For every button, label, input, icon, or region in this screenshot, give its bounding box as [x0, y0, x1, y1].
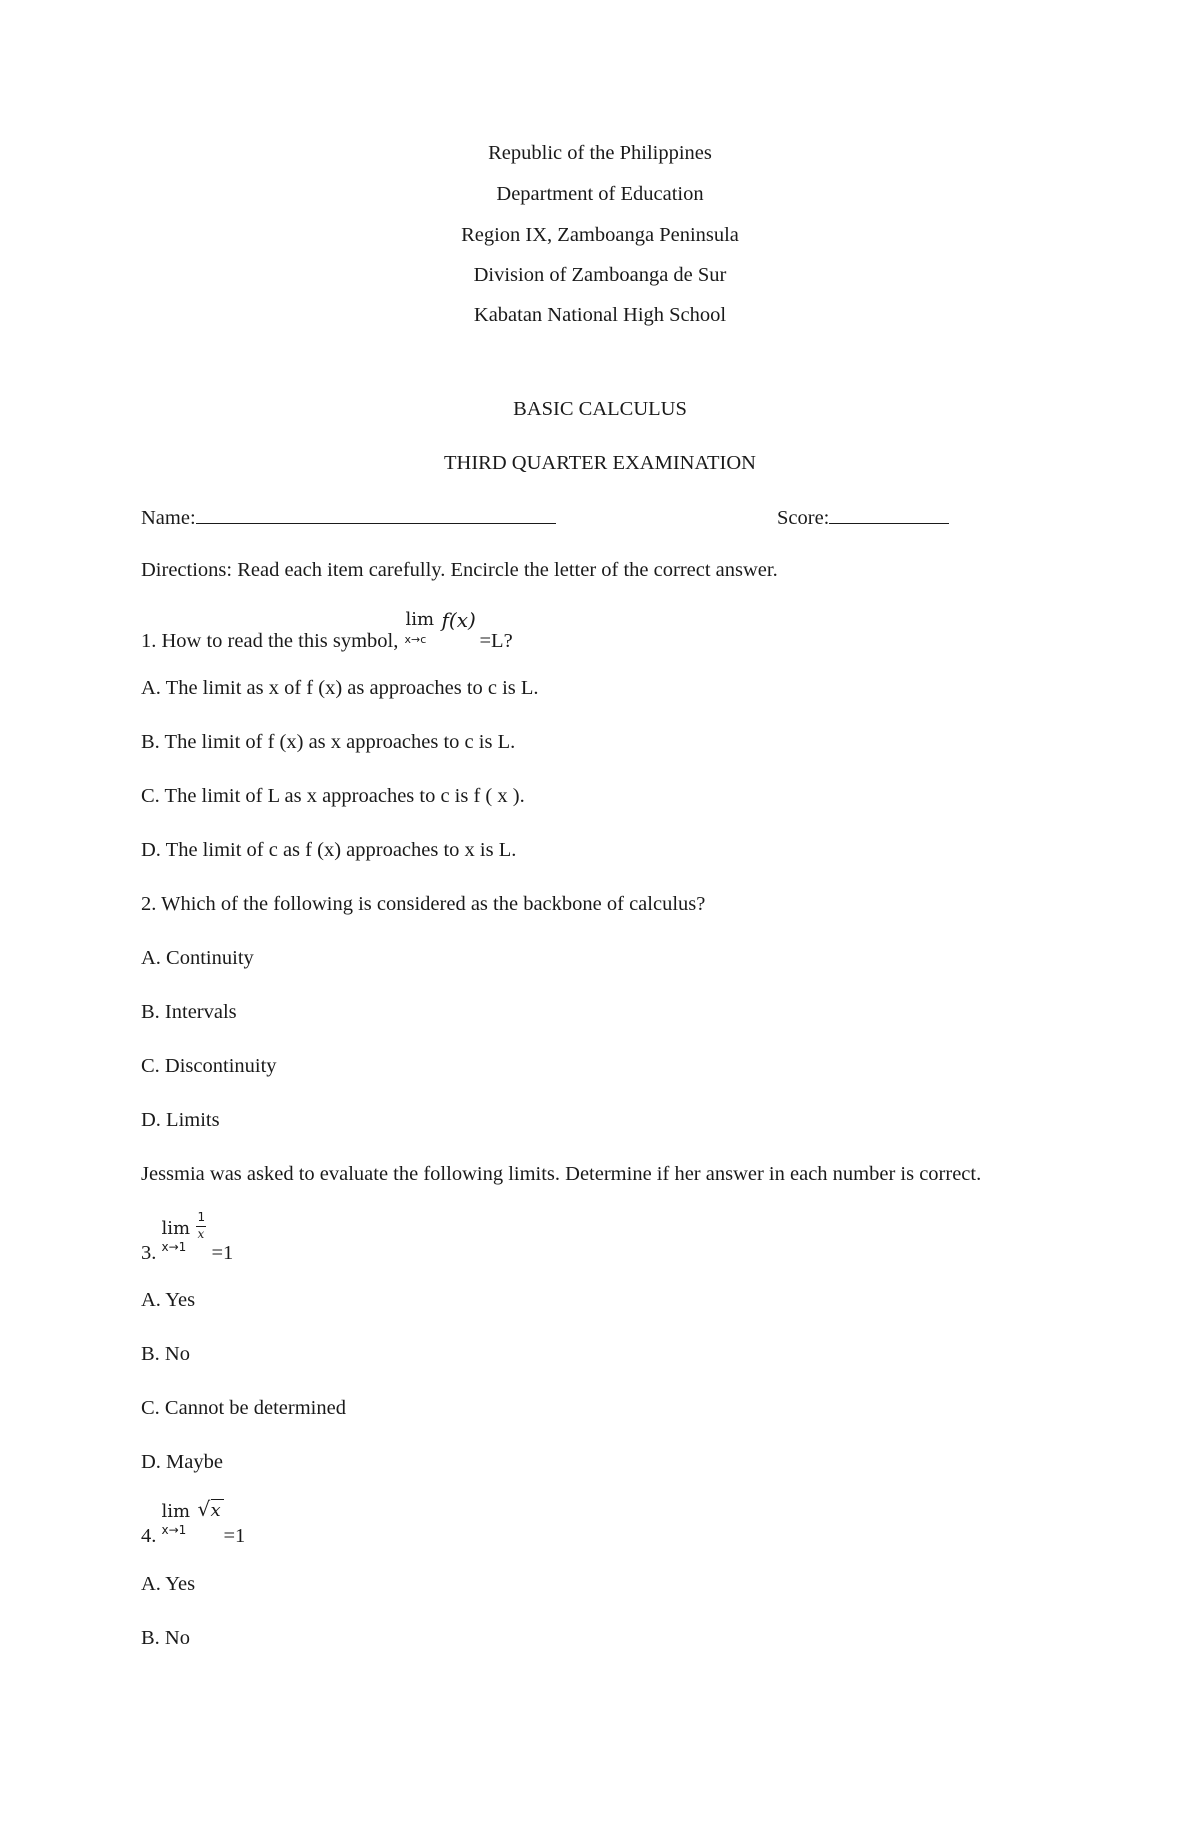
question-2: 2. Which of the following is considered as the backbone of calculus? [141, 893, 706, 915]
q2-option-b[interactable]: B. Intervals [141, 1001, 237, 1023]
name-field[interactable] [141, 505, 556, 530]
radical-sign: √ [197, 1497, 211, 1521]
radicand: x [210, 1500, 221, 1521]
lim-subscript: x→1 [161, 1523, 187, 1537]
q2-option-a[interactable]: A. Continuity [141, 947, 254, 969]
question-3-number: 3. [141, 1242, 157, 1264]
q2-option-d[interactable]: D. Limits [141, 1109, 220, 1131]
header-line-region: Region IX, Zamboanga Peninsula [461, 224, 739, 246]
lim-subscript: x→c [404, 633, 427, 646]
exam-title: THIRD QUARTER EXAMINATION [444, 452, 756, 474]
header-line-division: Division of Zamboanga de Sur [473, 264, 727, 286]
header-line-department: Department of Education [496, 183, 704, 205]
question-3-suffix: =1 [211, 1242, 234, 1264]
q4-option-a[interactable]: A. Yes [141, 1573, 196, 1595]
question-1-suffix: =L? [479, 630, 513, 652]
score-label: Score: [777, 507, 830, 529]
question-4 [141, 1497, 246, 1548]
header-line-school: Kabatan National High School [473, 304, 727, 326]
question-3 [141, 1210, 234, 1265]
question-4-number: 4. [141, 1525, 157, 1547]
fraction-denominator: x [197, 1227, 205, 1241]
q3-option-a[interactable]: A. Yes [141, 1289, 196, 1311]
q1-option-d[interactable]: D. The limit of c as f (x) approaches to x is L. [141, 839, 517, 861]
question-1 [141, 608, 513, 653]
q1-option-a[interactable]: A. The limit as x of f (x) as approaches to c is L. [141, 677, 539, 699]
question-1-text: 1. How to read the this symbol, [141, 630, 399, 652]
q3-option-b[interactable]: B. No [141, 1343, 190, 1365]
name-blank[interactable] [196, 505, 556, 524]
limit-expression-q4 [161, 1497, 224, 1542]
lim-label: lim [161, 1501, 191, 1522]
function-fx: f(x) [441, 608, 476, 632]
limit-expression-q3 [161, 1210, 212, 1259]
score-field[interactable] [777, 505, 949, 530]
lim-label: lim [405, 609, 435, 630]
subject-title: BASIC CALCULUS [513, 398, 687, 420]
q4-option-b[interactable]: B. No [141, 1627, 190, 1649]
q1-option-c[interactable]: C. The limit of L as x approaches to c is f ( x ). [141, 785, 525, 807]
limit-expression-q1 [404, 608, 480, 647]
q3-option-c[interactable]: C. Cannot be determined [141, 1397, 346, 1419]
directions: Directions: Read each item carefully. Encircle the letter of the correct answer. [141, 559, 778, 581]
q2-option-c[interactable]: C. Discontinuity [141, 1055, 277, 1077]
header-line-republic: Republic of the Philippines [488, 142, 712, 164]
fraction-numerator: 1 [197, 1210, 206, 1224]
evaluation-instruction: Jessmia was asked to evaluate the following limits. Determine if her answer in each number is correct. [141, 1163, 982, 1185]
q3-option-d[interactable]: D. Maybe [141, 1451, 223, 1473]
name-label: Name: [141, 507, 196, 529]
lim-subscript: x→1 [161, 1240, 187, 1254]
question-4-suffix: =1 [223, 1525, 246, 1547]
lim-label: lim [161, 1218, 191, 1239]
score-blank[interactable] [829, 505, 949, 524]
q1-option-b[interactable]: B. The limit of f (x) as x approaches to c is L. [141, 731, 516, 753]
